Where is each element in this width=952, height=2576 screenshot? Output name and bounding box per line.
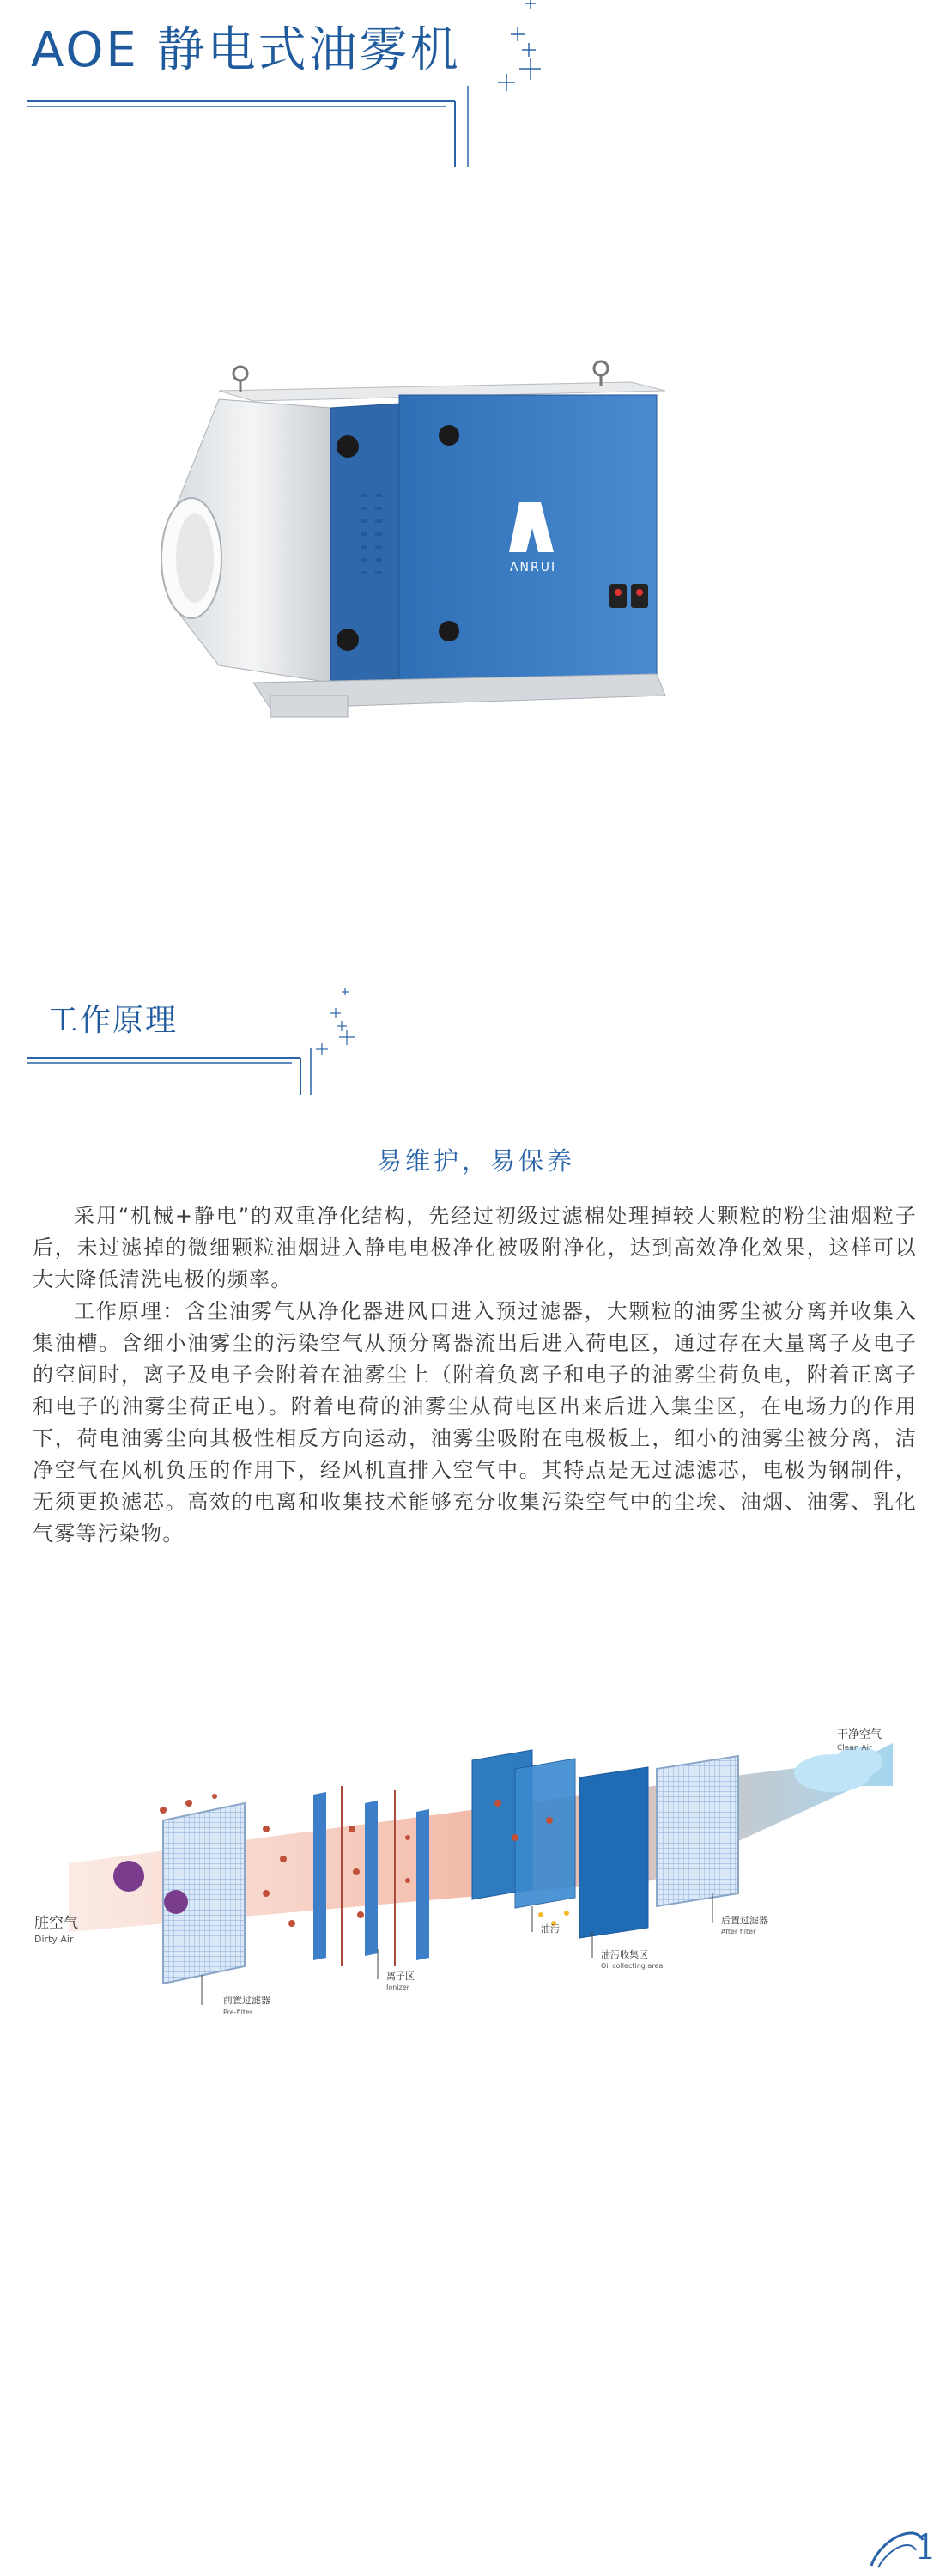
paragraph-principle: 工作原理：含尘油雾气从净化器进风口进入预过滤器，大颗粒的油雾尘被分离并收集入集油槽。含细小油雾尘的污染空气从预分离器流出后进入荷电区，通过存在大量离子及电子的空间时，离子及电子会附着在油雾尘上（附着负离子和电子的油雾尘荷负电，附着正离子和电子的油雾尘荷正电）。附着电荷的油雾尘从荷电区出来后进入集尘区，在电场力的作用下，荷电油雾尘向其极性相反方向运动，油雾尘吸附在电极板上，细小的油雾尘被分离，洁净空气在风机负压的作用下，经风机直排入空气中。其特点是无过滤滤芯，电极为钢制件，无须更换滤芯。高效的电离和收集技术能够充分收集污染空气中的尘埃、油烟、油雾、乳化气雾等污染物。: [33, 1299, 917, 1546]
label-dirty-air-en: Dirty Air: [34, 1934, 74, 1945]
collecting-plates: [472, 1750, 648, 1938]
label-after-filter: 后置过滤器: [721, 1915, 768, 1926]
label-pre-filter: 前置过滤器: [223, 1995, 270, 2006]
page-title: AOE 静电式油雾机: [31, 22, 461, 78]
body-text: [33, 1200, 917, 1550]
paragraph-structure: 采用“机械+静电”的双重净化结构，先经过初级过滤棉处理掉较大颗粒的粉尘油烟粒子后，未过滤掉的微细颗粒油烟进入静电电极净化被吸附净化，达到高效净化效果，这样可以大大降低清洗电极的频率。: [33, 1204, 917, 1291]
label-clean-air-en: Clean Air: [837, 1744, 872, 1753]
label-clean-air: 干净空气: [837, 1728, 882, 1741]
plus-sparkle-icon: [498, 0, 541, 91]
label-pre-filter-en: Pre-filter: [223, 2008, 253, 2016]
section-decoration: [0, 979, 429, 1108]
page-number-group: [863, 2506, 949, 2574]
label-oil-collect-en: Oil collecting area: [601, 1962, 664, 1970]
product-logo-text: ANRUI: [509, 561, 557, 574]
label-dirty-air: 脏空气: [34, 1915, 78, 1932]
section-title: 工作原理: [47, 1003, 179, 1038]
content-subtitle: 易维护，易保养: [376, 1146, 575, 1176]
label-ionizer: 离子区: [386, 1971, 415, 1982]
purification-diagram: [34, 1709, 927, 2026]
after-filter-panel: [657, 1756, 738, 1906]
plus-sparkle-icon: [316, 988, 355, 1055]
header-decoration: [0, 0, 601, 172]
label-ionizer-en: Ionizer: [386, 1984, 409, 1991]
page-number: 1: [914, 2528, 937, 2567]
label-after-filter-en: After filter: [721, 1928, 756, 1935]
product-image: [150, 356, 682, 726]
label-oil-collect: 油污收集区: [601, 1949, 648, 1960]
label-oil-dirt: 油污: [541, 1923, 560, 1935]
